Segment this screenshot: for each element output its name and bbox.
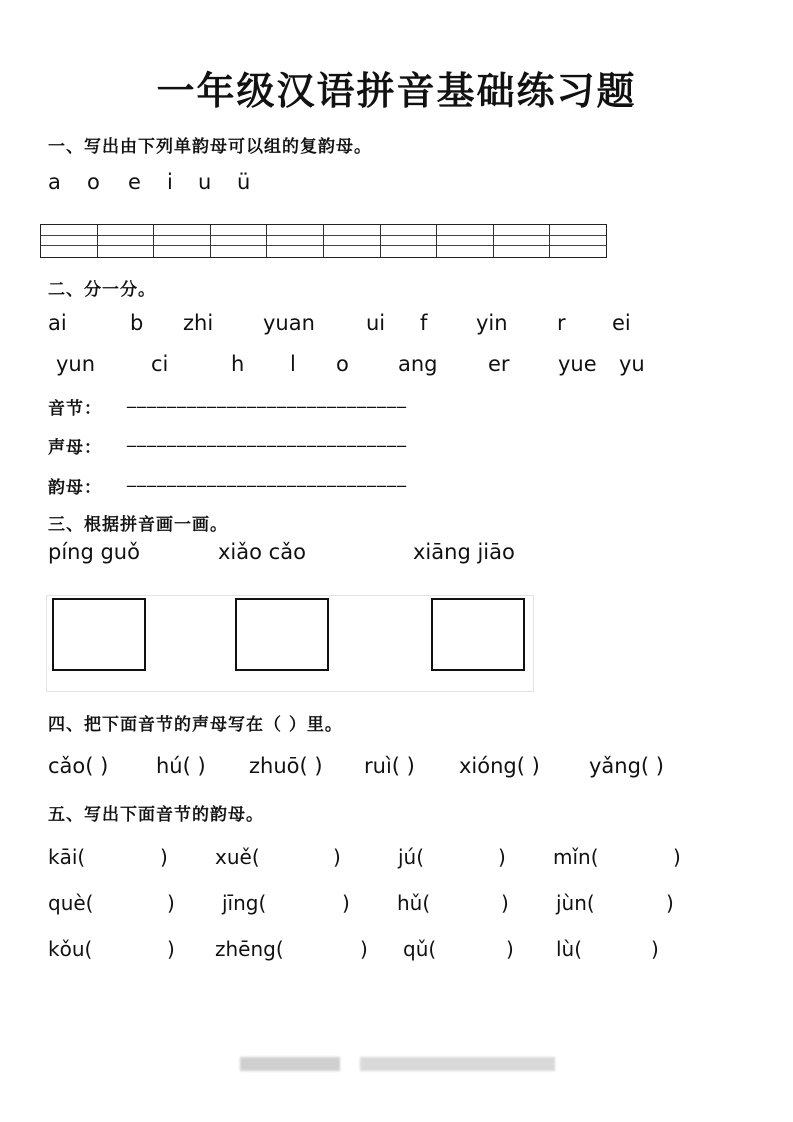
syllable-item: b — [130, 311, 144, 335]
syllable-item: ang — [398, 352, 438, 376]
grid-cell[interactable] — [98, 225, 155, 257]
final-item: jùn( — [556, 891, 595, 915]
final-bracket: ) — [360, 937, 368, 961]
drawing-box-apple[interactable] — [52, 598, 146, 671]
syllable-item: r — [557, 311, 566, 335]
final-bracket: ) — [167, 891, 175, 915]
blurred-watermark — [240, 1057, 340, 1071]
answer-line-initial[interactable]: ____________________________ — [127, 427, 407, 448]
vowel-o: o — [87, 170, 100, 194]
final-item: kāi( — [48, 845, 86, 869]
final-item: jīng( — [222, 891, 267, 915]
section2-heading: 二、分一分。 — [48, 280, 156, 300]
grid-cell[interactable] — [41, 225, 98, 257]
drawing-box-grass[interactable] — [235, 598, 329, 671]
syllable-item: yue — [558, 352, 597, 376]
final-bracket: ) — [506, 937, 514, 961]
initial-item: hú( ) — [156, 754, 206, 778]
final-item: mǐn( — [553, 845, 599, 869]
initial-item: ruì( ) — [364, 754, 415, 778]
draw-word-banana: xiāng jiāo — [413, 540, 515, 564]
syllable-item: er — [488, 352, 510, 376]
section4-heading: 四、把下面音节的声母写在（ ）里。 — [48, 715, 343, 735]
drawing-box-banana[interactable] — [431, 598, 525, 671]
syllable-item: ui — [366, 311, 386, 335]
final-item: xuě( — [215, 845, 260, 869]
final-bracket: ) — [333, 845, 341, 869]
vowel-v: ü — [237, 170, 251, 194]
grid-cell[interactable] — [494, 225, 551, 257]
vowel-a: a — [48, 170, 61, 194]
syllable-item: o — [336, 352, 349, 376]
final-item: hǔ( — [397, 891, 431, 915]
section3-heading: 三、根据拼音画一画。 — [48, 515, 228, 535]
grid-cell[interactable] — [154, 225, 211, 257]
initial-item: xióng( ) — [459, 754, 540, 778]
final-item: qǔ( — [403, 937, 437, 961]
grid-cell[interactable] — [211, 225, 268, 257]
initial-item: zhuō( ) — [249, 754, 323, 778]
syllable-item: ci — [151, 352, 169, 376]
final-item: jú( — [398, 845, 425, 869]
section5-heading: 五、写出下面音节的韵母。 — [48, 805, 264, 825]
syllable-item: l — [290, 352, 296, 376]
section1-heading: 一、写出由下列单韵母可以组的复韵母。 — [48, 137, 372, 157]
final-bracket: ) — [666, 891, 674, 915]
syllable-item: h — [231, 352, 245, 376]
vowel-e: e — [128, 170, 141, 194]
page-title: 一年级汉语拼音基础练习题 — [156, 68, 637, 113]
answer-line-syllable[interactable]: ____________________________ — [127, 388, 407, 409]
syllable-item: yuan — [263, 311, 315, 335]
final-item: kǒu( — [48, 937, 93, 961]
final-bracket: ) — [342, 891, 350, 915]
grid-cell[interactable] — [381, 225, 438, 257]
syllable-item: yun — [56, 352, 96, 376]
final-item: lù( — [556, 937, 583, 961]
syllable-item: f — [420, 311, 428, 335]
writing-grid[interactable] — [40, 224, 607, 258]
label-final: 韵母： — [48, 478, 102, 498]
vowel-i: i — [167, 170, 173, 194]
final-bracket: ) — [651, 937, 659, 961]
initial-item: cǎo( ) — [48, 754, 109, 778]
label-initial: 声母： — [48, 438, 102, 458]
grid-cell[interactable] — [437, 225, 494, 257]
syllable-item: ai — [48, 311, 67, 335]
grid-cell[interactable] — [267, 225, 324, 257]
syllable-item: yu — [619, 352, 645, 376]
draw-word-apple: píng guǒ — [48, 540, 140, 564]
final-bracket: ) — [501, 891, 509, 915]
syllable-item: zhi — [183, 311, 214, 335]
grid-cell[interactable] — [324, 225, 381, 257]
final-bracket: ) — [673, 845, 681, 869]
draw-word-grass: xiǎo cǎo — [218, 540, 306, 564]
final-item: zhēng( — [215, 937, 284, 961]
final-bracket: ) — [160, 845, 168, 869]
grid-cell[interactable] — [550, 225, 606, 257]
label-syllable: 音节： — [48, 399, 102, 419]
syllable-item: ei — [612, 311, 631, 335]
syllable-item: yin — [476, 311, 508, 335]
final-bracket: ) — [498, 845, 506, 869]
blurred-watermark — [360, 1057, 555, 1071]
final-bracket: ) — [167, 937, 175, 961]
answer-line-final[interactable]: ____________________________ — [127, 467, 407, 488]
vowel-u: u — [198, 170, 212, 194]
final-item: què( — [48, 891, 94, 915]
initial-item: yǎng( ) — [589, 754, 664, 778]
